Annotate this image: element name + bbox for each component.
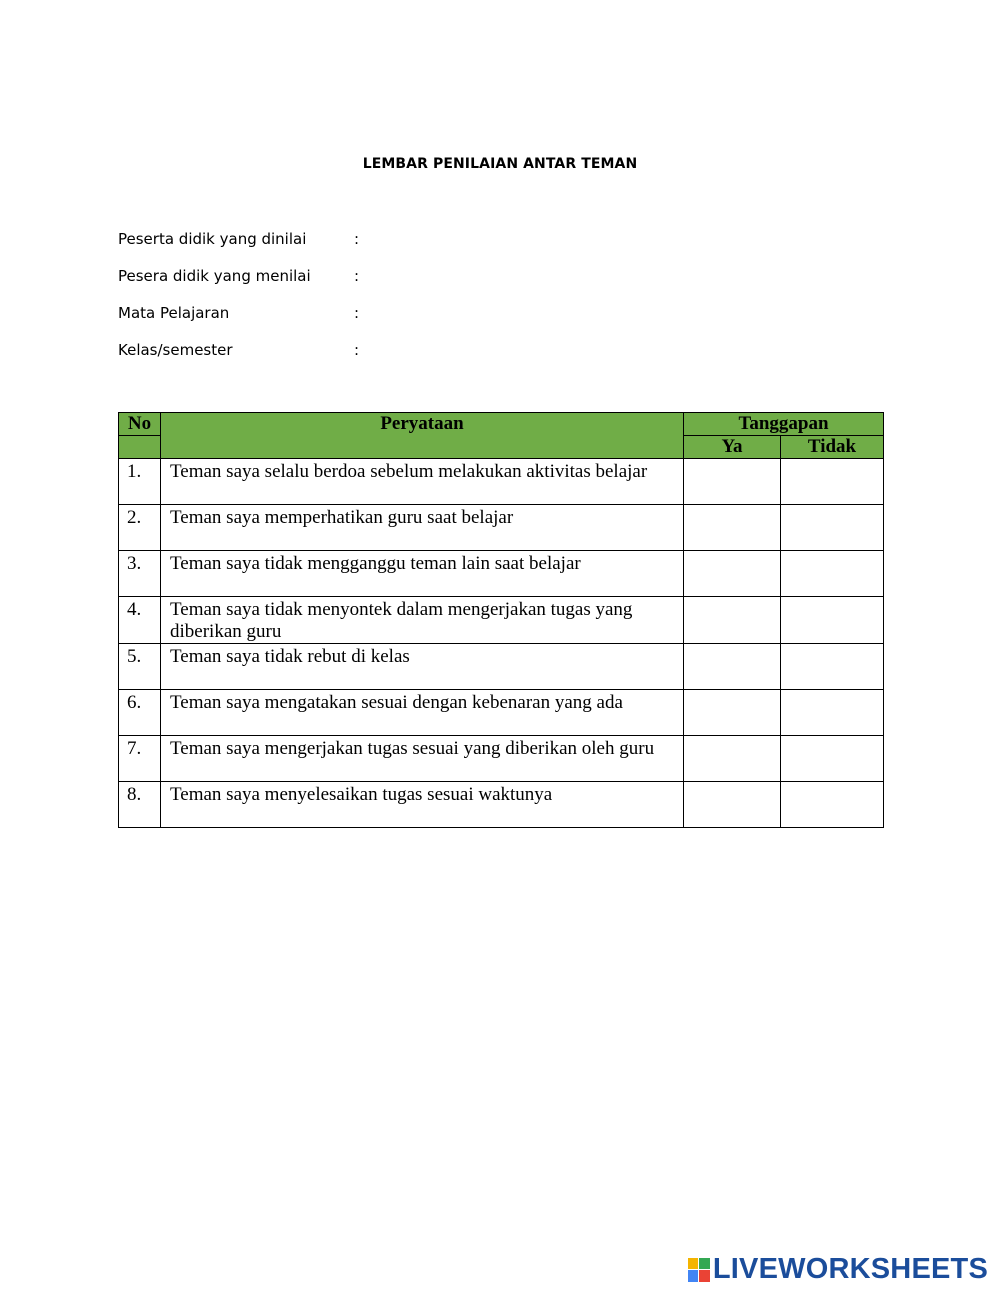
field-student-assessor <box>118 267 359 285</box>
answer-no-cell[interactable] <box>781 690 884 736</box>
answer-yes-cell[interactable] <box>684 505 781 551</box>
table-row <box>119 690 884 736</box>
table-row <box>119 505 884 551</box>
header-no-answer: Tidak <box>781 436 884 459</box>
row-number: 8. <box>119 782 161 828</box>
table-row <box>119 644 884 690</box>
table-row <box>119 782 884 828</box>
row-statement: Teman saya selalu berdoa sebelum melakukan aktivitas belajar <box>161 459 684 505</box>
row-number: 1. <box>119 459 161 505</box>
row-statement: Teman saya mengerjakan tugas sesuai yang diberikan oleh guru <box>161 736 684 782</box>
header-no-spacer <box>119 436 161 459</box>
row-statement: Teman saya mengatakan sesuai dengan kebenaran yang ada <box>161 690 684 736</box>
table-row <box>119 459 884 505</box>
field-label: Pesera didik yang menilai <box>118 267 311 285</box>
row-number: 3. <box>119 551 161 597</box>
liveworksheets-logo-icon <box>688 1258 710 1282</box>
row-number: 2. <box>119 505 161 551</box>
table-row <box>119 597 884 644</box>
row-number: 6. <box>119 690 161 736</box>
field-colon: : <box>354 304 360 322</box>
header-statement: Peryataan <box>161 413 684 459</box>
field-subject <box>118 304 359 322</box>
answer-yes-cell[interactable] <box>684 690 781 736</box>
answer-yes-cell[interactable] <box>684 459 781 505</box>
row-statement: Teman saya memperhatikan guru saat belajar <box>161 505 684 551</box>
liveworksheets-logo[interactable] <box>688 1253 988 1286</box>
field-colon: : <box>354 267 360 285</box>
row-number: 5. <box>119 644 161 690</box>
answer-no-cell[interactable] <box>781 459 884 505</box>
answer-yes-cell[interactable] <box>684 782 781 828</box>
row-statement: Teman saya tidak rebut di kelas <box>161 644 684 690</box>
field-colon: : <box>354 230 360 248</box>
row-number: 4. <box>119 597 161 644</box>
answer-no-cell[interactable] <box>781 597 884 644</box>
field-colon: : <box>354 341 360 359</box>
answer-no-cell[interactable] <box>781 551 884 597</box>
table-row <box>119 551 884 597</box>
field-student-assessed <box>118 230 359 248</box>
row-statement: Teman saya menyelesaikan tugas sesuai waktunya <box>161 782 684 828</box>
answer-yes-cell[interactable] <box>684 736 781 782</box>
answer-no-cell[interactable] <box>781 505 884 551</box>
answer-yes-cell[interactable] <box>684 597 781 644</box>
logo-text: LIVEWORKSHEETS <box>712 1253 988 1285</box>
header-response: Tanggapan <box>684 413 884 436</box>
row-statement: Teman saya tidak menyontek dalam mengerjakan tugas yang diberikan guru <box>161 597 684 644</box>
header-no: No <box>119 413 161 436</box>
row-number: 7. <box>119 736 161 782</box>
table-row <box>119 736 884 782</box>
answer-yes-cell[interactable] <box>684 644 781 690</box>
answer-yes-cell[interactable] <box>684 551 781 597</box>
field-class-semester <box>118 341 359 359</box>
header-yes: Ya <box>684 436 781 459</box>
answer-no-cell[interactable] <box>781 782 884 828</box>
row-statement: Teman saya tidak mengganggu teman lain saat belajar <box>161 551 684 597</box>
answer-no-cell[interactable] <box>781 644 884 690</box>
field-label: Kelas/semester <box>118 341 233 359</box>
field-label: Mata Pelajaran <box>118 304 230 322</box>
answer-no-cell[interactable] <box>781 736 884 782</box>
assessment-table <box>118 412 884 828</box>
page-title: LEMBAR PENILAIAN ANTAR TEMAN <box>362 156 638 172</box>
field-label: Peserta didik yang dinilai <box>118 230 307 248</box>
